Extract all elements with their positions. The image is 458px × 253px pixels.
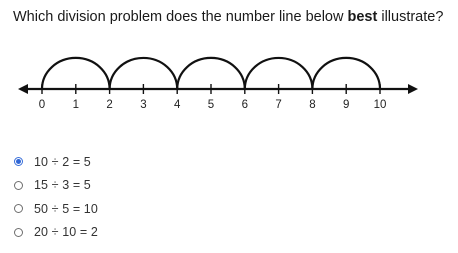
choice-3-label: 50 ÷ 5 = 10 <box>34 201 98 216</box>
radio-button-3[interactable] <box>14 204 23 213</box>
tick-label-6: 6 <box>241 99 249 111</box>
number-line <box>0 0 458 120</box>
left-arrow-icon <box>18 84 28 94</box>
radio-button-2[interactable] <box>14 181 23 190</box>
tick-label-4: 4 <box>173 99 181 111</box>
right-arrow-icon <box>408 84 418 94</box>
tick-label-2: 2 <box>106 99 113 111</box>
tick-label-7: 7 <box>275 99 282 111</box>
choice-4-label: 20 ÷ 10 = 2 <box>34 225 98 240</box>
radio-button-4[interactable] <box>14 228 23 237</box>
question-prefix: Which division problem does the number line below <box>13 9 348 25</box>
question-suffix: illustrate? <box>377 9 444 25</box>
radio-button-1[interactable] <box>14 157 23 166</box>
tick-label-10: 10 <box>373 99 387 111</box>
choice-1-label: 10 ÷ 2 = 5 <box>34 154 91 169</box>
choice-2-label: 15 ÷ 3 = 5 <box>34 178 91 193</box>
tick-label-3: 3 <box>140 99 147 111</box>
question-emphasis: best <box>347 9 378 25</box>
tick-label-5: 5 <box>207 99 215 111</box>
tick-label-8: 8 <box>309 99 316 111</box>
choice-1[interactable] <box>14 150 98 174</box>
choice-3[interactable] <box>14 197 98 221</box>
answer-choices <box>14 150 98 244</box>
tick-label-1: 1 <box>72 99 80 111</box>
tick-label-9: 9 <box>342 99 350 111</box>
choice-4[interactable] <box>14 221 98 245</box>
tick-label-0: 0 <box>38 99 46 111</box>
choice-2[interactable] <box>14 174 98 198</box>
